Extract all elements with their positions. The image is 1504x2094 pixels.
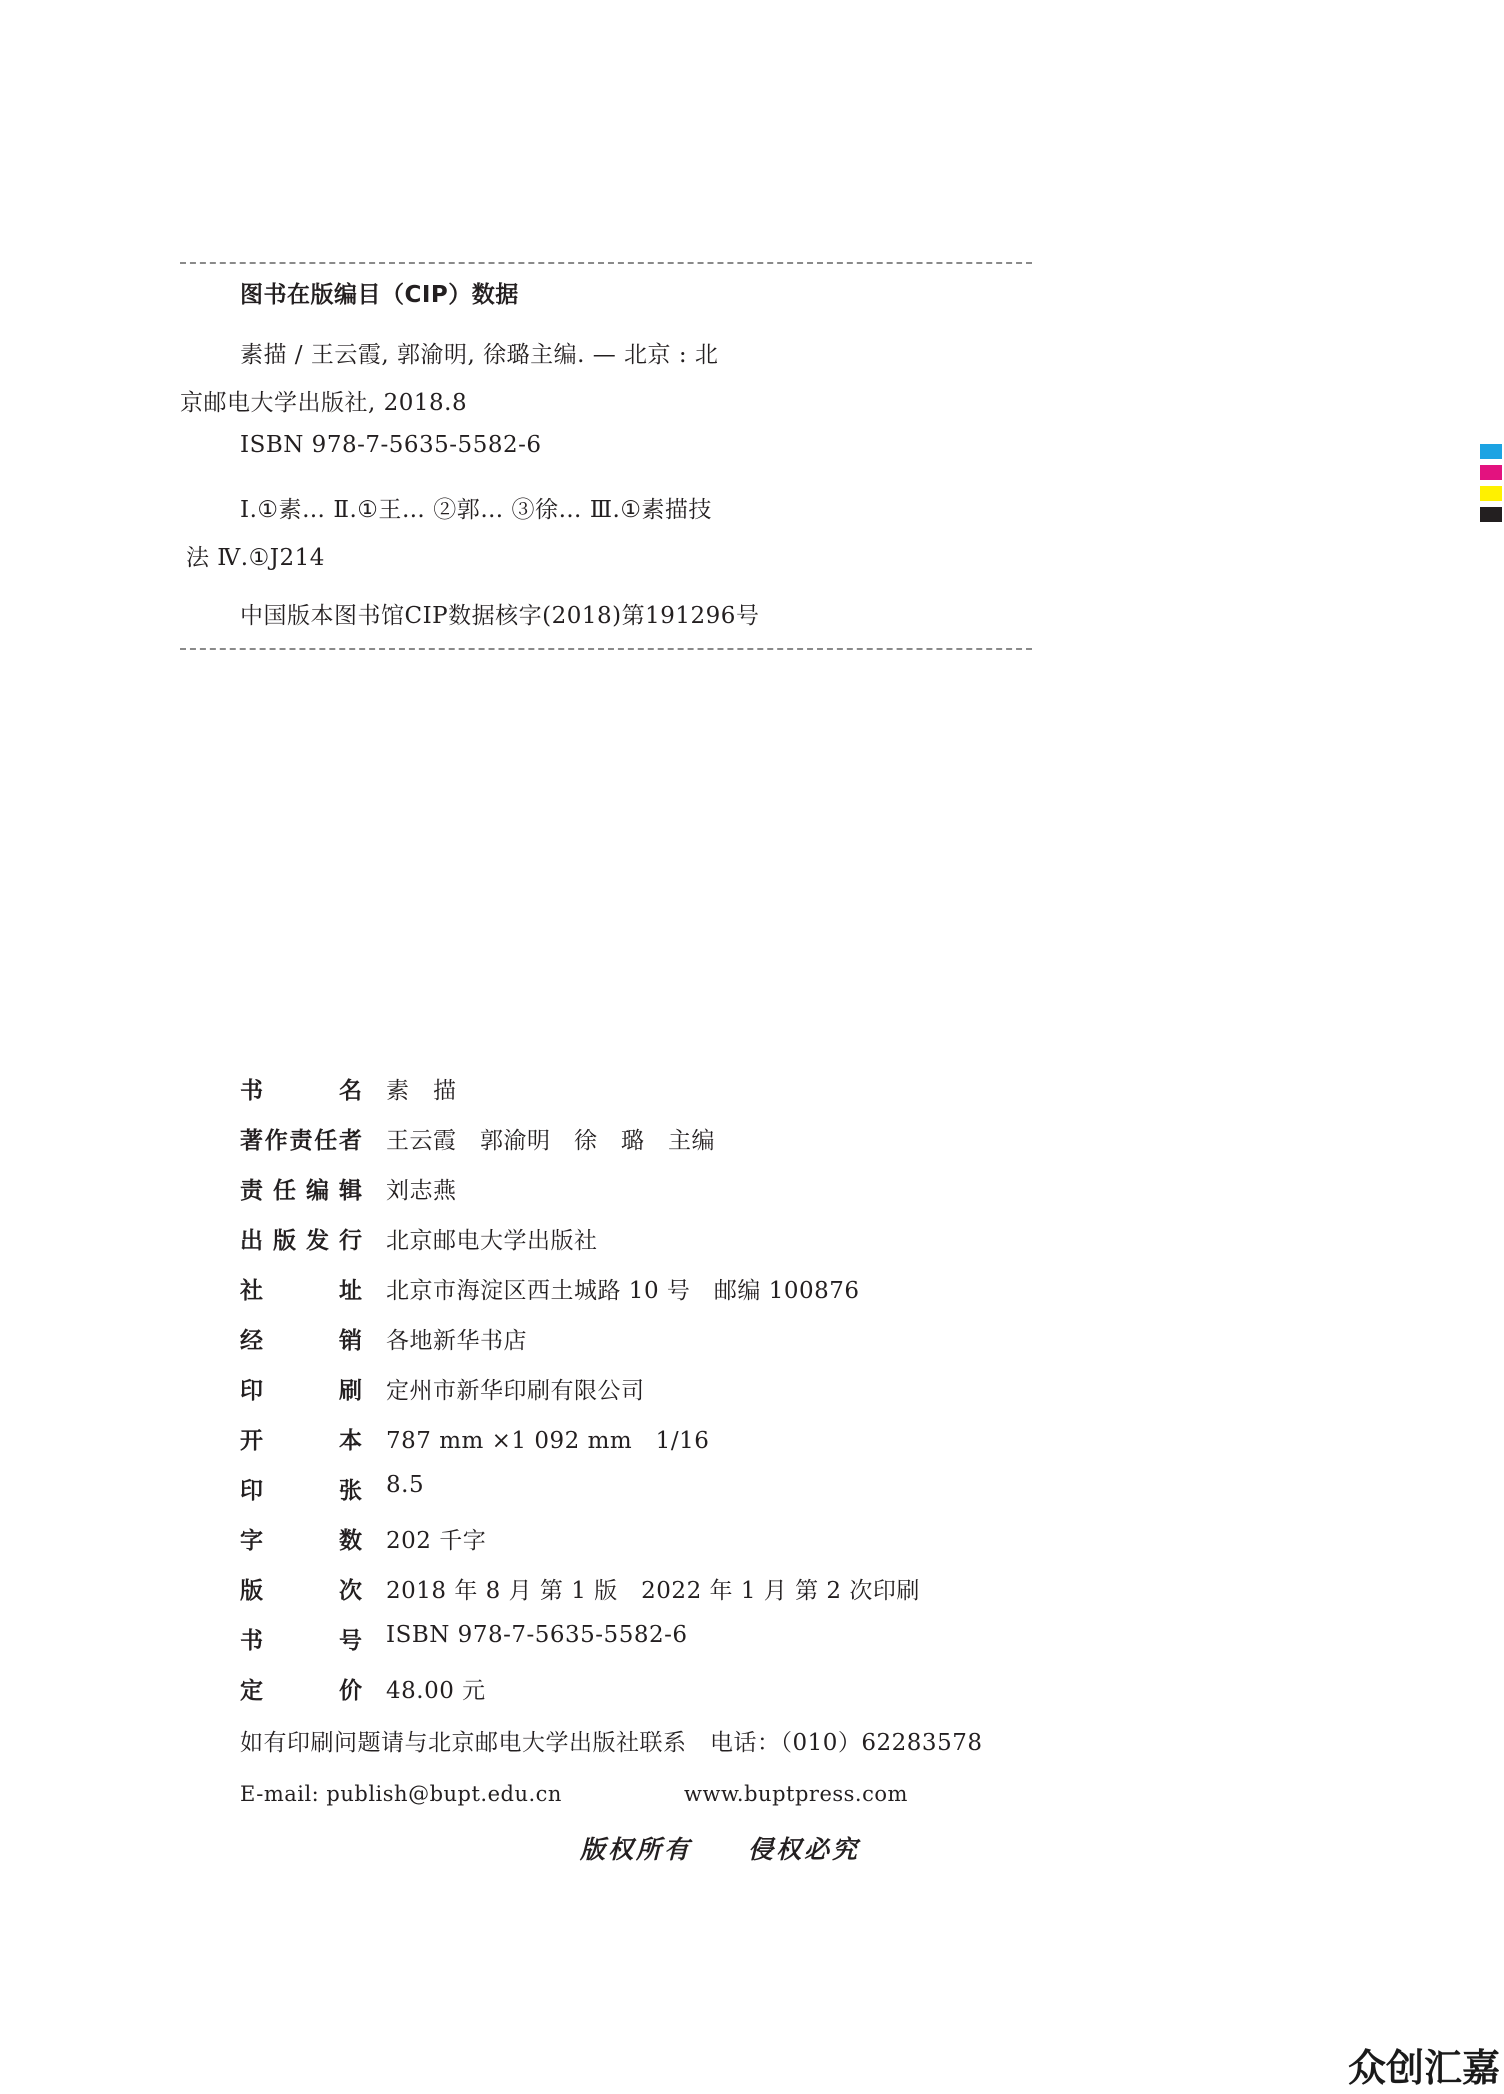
cip-line-1: 素描 / 王云霞, 郭渝明, 徐璐主编. — 北京 : 北 [240, 342, 719, 368]
cip-record-number: 中国版本图书馆CIP数据核字(2018)第191296号 [240, 603, 760, 629]
detail-value: 北京邮电大学出版社 [386, 1228, 598, 1254]
cip-isbn: ISBN 978-7-5635-5582-6 [240, 432, 542, 458]
copyright-notice: 版权所有 侵权必究 [580, 1835, 861, 1864]
detail-label: 社址 [240, 1278, 362, 1304]
cip-line-2: 京邮电大学出版社, 2018.8 [180, 390, 468, 416]
detail-label: 印刷 [240, 1378, 362, 1404]
print-issue-contact: 如有印刷问题请与北京邮电大学出版社联系 电话：（010）62283578 [240, 1730, 983, 1756]
detail-value: ISBN 978-7-5635-5582-6 [386, 1622, 688, 1648]
detail-label: 字数 [240, 1528, 362, 1554]
detail-value: 素 描 [386, 1078, 457, 1104]
black-swatch [1480, 507, 1502, 522]
cip-bottom-divider [180, 648, 1032, 650]
detail-label: 书号 [240, 1628, 362, 1654]
website-url: www.buptpress.com [684, 1782, 908, 1806]
detail-label: 著作责任者 [240, 1128, 362, 1154]
detail-value: 王云霞 郭渝明 徐 璐 主编 [386, 1128, 715, 1154]
watermark-logo: 众创汇嘉 [1347, 2046, 1500, 2090]
cip-title: 图书在版编目（CIP）数据 [240, 282, 519, 308]
detail-label: 开本 [240, 1428, 362, 1454]
detail-label: 书名 [240, 1078, 362, 1104]
detail-label: 定价 [240, 1678, 362, 1704]
cyan-swatch [1480, 444, 1502, 459]
detail-value: 48.00 元 [386, 1678, 486, 1704]
detail-value: 202 千字 [386, 1528, 487, 1554]
detail-value: 8.5 [386, 1472, 425, 1498]
yellow-swatch [1480, 486, 1502, 501]
detail-label: 出版发行 [240, 1228, 362, 1254]
detail-label: 责任编辑 [240, 1178, 362, 1204]
detail-value: 各地新华书店 [386, 1328, 527, 1354]
detail-label: 印张 [240, 1478, 362, 1504]
cip-classification-2: 法 Ⅳ.①J214 [186, 545, 325, 571]
detail-value: 787 mm ×1 092 mm 1/16 [386, 1428, 710, 1454]
detail-value: 北京市海淀区西土城路 10 号 邮编 100876 [386, 1278, 860, 1304]
cip-top-divider [180, 262, 1032, 264]
detail-value: 2018 年 8 月 第 1 版 2022 年 1 月 第 2 次印刷 [386, 1578, 920, 1604]
cip-classification-1: Ⅰ.①素… Ⅱ.①王… ②郭… ③徐… Ⅲ.①素描技 [240, 497, 712, 523]
detail-label: 经销 [240, 1328, 362, 1354]
detail-value: 刘志燕 [386, 1178, 457, 1204]
detail-value: 定州市新华印刷有限公司 [386, 1378, 645, 1404]
detail-label: 版次 [240, 1578, 362, 1604]
email-address: E-mail: publish@bupt.edu.cn [240, 1782, 562, 1806]
magenta-swatch [1480, 465, 1502, 480]
